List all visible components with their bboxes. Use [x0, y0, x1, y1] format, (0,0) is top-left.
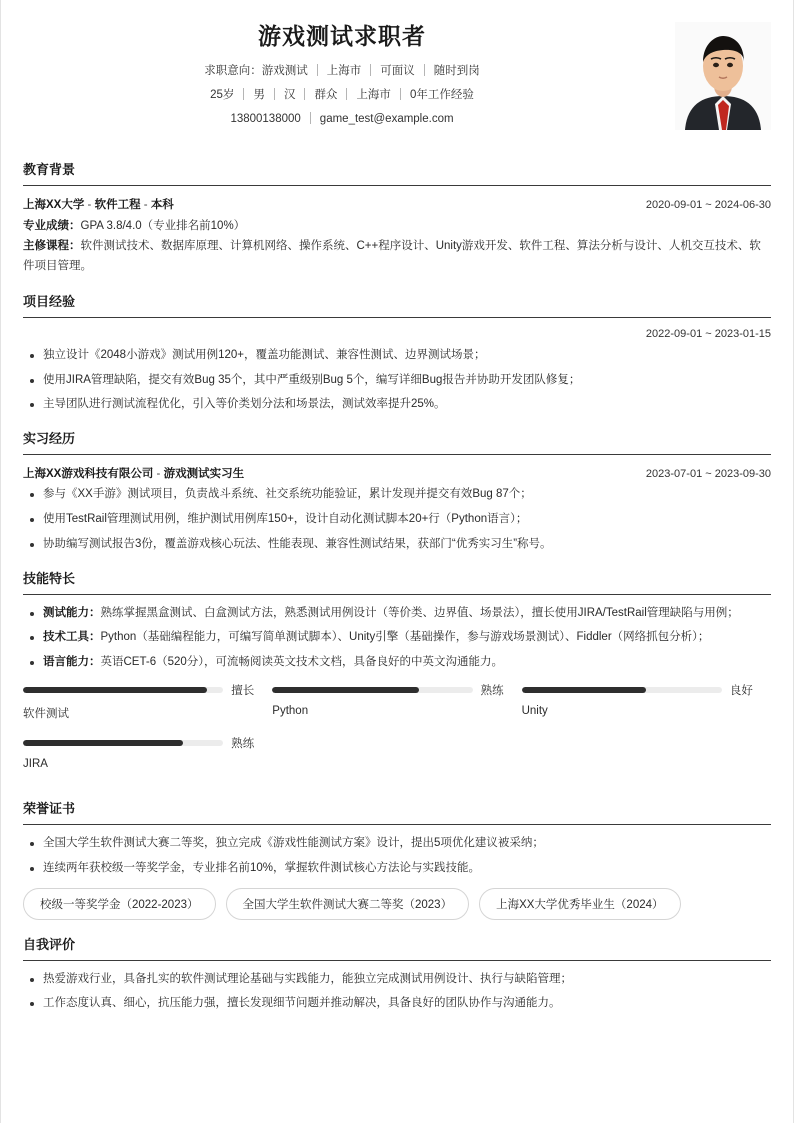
education-courses	[23, 237, 771, 277]
avatar	[675, 22, 771, 130]
section-title-project: 项目经验	[23, 293, 76, 309]
list-item: 参与《XX手游》测试项目，负责战斗系统、社交系统功能验证，累计发现并提交有效Bug 87个；	[23, 486, 771, 504]
skill-level-label: 熟练	[480, 685, 504, 697]
separator-icon	[274, 88, 275, 100]
skill-text: 英语CET-6（520分），可流畅阅读英文技术文档，具备良好的中英文沟通能力。	[100, 656, 504, 669]
skill-bar-grid	[23, 682, 771, 784]
separator-icon	[424, 64, 425, 76]
skill-bar-item	[23, 682, 272, 721]
list-item: 协助编写测试报告3份，覆盖游戏核心玩法、性能表现、兼容性测试结果，获部门“优秀实习生”称号。	[23, 536, 771, 554]
skill-progress-fill	[522, 687, 646, 693]
job-intent-label: 求职意向：	[204, 65, 262, 77]
skill-progress-fill	[272, 687, 418, 693]
major-name: 软件工程	[94, 199, 141, 212]
project-entry-head	[23, 328, 771, 342]
section-honors	[23, 798, 771, 920]
skill-name-label: Unity	[521, 705, 548, 717]
section-rule	[23, 824, 771, 825]
section-rule	[23, 594, 771, 595]
list-item: 全国大学生软件测试大赛二等奖，独立完成《游戏性能测试方案》设计，提出5项优化建议被采纳；	[23, 835, 771, 853]
separator-icon	[317, 64, 318, 76]
portrait-photo-icon	[675, 22, 771, 130]
education-gpa	[23, 217, 771, 237]
skill-bar-item	[272, 682, 521, 721]
self-evaluation-bullet-list	[23, 971, 771, 1014]
phone-number: 13800138000	[230, 112, 301, 125]
section-rule	[23, 317, 771, 318]
internship-entry-title: 上海XX游戏科技有限公司 - 游戏测试实习生	[23, 468, 245, 481]
skill-bar-item	[23, 735, 272, 770]
list-item	[23, 654, 771, 672]
job-intent-3: 随时到岗	[433, 65, 480, 77]
list-item: 使用TestRail管理测试用例，维护测试用例库150+，设计自动化测试脚本20+行（Python语言）；	[23, 511, 771, 529]
education-date: 2020-09-01 ~ 2024-06-30	[645, 199, 771, 212]
courses-value: 软件测试技术、数据库原理、计算机网络、操作系统、C++程序设计、Unity游戏开发、软件工程、算法分析与设计、人机交互技术、软件项目管理。	[23, 240, 761, 272]
section-self-evaluation	[23, 934, 771, 1014]
section-title-skills: 技能特长	[23, 570, 76, 586]
courses-label: 主修课程：	[23, 240, 81, 253]
status-badge: 全国大学生软件测试大赛二等奖（2023）	[226, 888, 470, 920]
job-intent-line	[23, 64, 771, 79]
honors-bullet-list	[23, 835, 771, 878]
personal-info-line	[23, 88, 771, 103]
personal-4: 上海市	[356, 88, 391, 101]
section-project	[23, 291, 771, 414]
skill-name-label: JIRA	[23, 758, 48, 770]
skill-progress-track	[23, 740, 223, 746]
list-item: 热爱游戏行业，具备扎实的软件测试理论基础与实践能力，能独立完成测试用例设计、执行与缺陷管理；	[23, 971, 771, 989]
education-entry-title: 上海XX大学 - 软件工程 - 本科	[23, 199, 174, 212]
project-date: 2022-09-01 ~ 2023-01-15	[645, 327, 771, 340]
separator-icon	[370, 64, 371, 76]
section-education	[23, 159, 771, 276]
email-address: game_test@example.com	[319, 112, 454, 125]
skill-progress-fill	[23, 740, 183, 746]
school-name: 上海XX大学	[23, 199, 85, 212]
list-item: 工作态度认真、细心，抗压能力强，擅长发现细节问题并推动解决，具备良好的团队协作与沟通能力。	[23, 995, 771, 1013]
section-rule	[23, 185, 771, 186]
list-item: 独立设计《2048小游戏》测试用例120+，覆盖功能测试、兼容性测试、边界测试场景；	[23, 347, 771, 365]
list-item: 主导团队进行测试流程优化，引入等价类划分法和场景法，测试效率提升25%。	[23, 396, 771, 414]
skill-level-label: 良好	[729, 685, 753, 697]
separator-icon	[310, 112, 311, 124]
resume-header	[23, 0, 771, 145]
internship-bullet-list	[23, 486, 771, 553]
list-item: 使用JIRA管理缺陷，提交有效Bug 35个，其中严重级别Bug 5个，编写详细Bug报告并协助开发团队修复；	[23, 372, 771, 390]
internship-entry-head	[23, 465, 771, 481]
project-bullet-list	[23, 347, 771, 414]
gpa-value: GPA 3.8/4.0（专业排名前10%）	[80, 220, 246, 233]
list-item	[23, 629, 771, 647]
skill-level-label: 擅长	[231, 685, 255, 697]
education-entry-head	[23, 196, 771, 212]
job-intent-1: 上海市	[326, 65, 362, 77]
status-badge: 上海XX大学优秀毕业生（2024）	[479, 888, 680, 920]
skill-label: 测试能力：	[43, 606, 101, 619]
section-rule	[23, 454, 771, 455]
personal-5: 0年工作经验	[409, 88, 474, 101]
list-item	[23, 605, 771, 623]
skill-name-label: 软件测试	[23, 708, 69, 720]
status-badge: 校级一等奖学金（2022-2023）	[23, 888, 216, 920]
personal-3: 群众	[314, 88, 338, 101]
skill-label: 语言能力：	[43, 656, 101, 669]
skill-name-label: Python	[272, 705, 309, 717]
separator-icon	[346, 88, 347, 100]
skill-progress-track	[522, 687, 722, 693]
separator-icon	[304, 88, 305, 100]
section-title-internship: 实习经历	[23, 431, 76, 447]
contact-line	[23, 112, 771, 127]
skill-progress-track	[23, 687, 223, 693]
separator-icon	[400, 88, 401, 100]
list-item: 连续两年获校级一等奖学金，专业排名前10%，掌握软件测试核心方法论与实践技能。	[23, 860, 771, 878]
skill-progress-track	[272, 687, 472, 693]
job-intent-2: 可面议	[380, 65, 415, 77]
role-name: 游戏测试实习生	[163, 468, 245, 481]
skill-label: 技术工具：	[43, 631, 101, 644]
section-title-honors: 荣誉证书	[23, 801, 76, 816]
skill-level-label: 熟练	[231, 738, 255, 750]
gpa-label: 专业成绩：	[23, 220, 81, 233]
section-rule	[23, 960, 771, 961]
degree-name: 本科	[150, 199, 174, 212]
personal-2: 汉	[283, 88, 296, 101]
section-title-education: 教育背景	[23, 162, 76, 178]
skill-text: Python（基础编程能力，可编写简单测试脚本）、Unity引擎（基础操作，参与游戏场景测试）、Fiddler（网络抓包分析）；	[100, 631, 710, 644]
skills-bullet-list	[23, 605, 771, 672]
internship-date: 2023-07-01 ~ 2023-09-30	[645, 468, 771, 481]
page-title: 游戏测试求职者	[258, 23, 426, 49]
section-internship	[23, 428, 771, 553]
job-intent-0: 游戏测试	[261, 65, 308, 77]
company-name: 上海XX游戏科技有限公司	[23, 468, 154, 481]
skill-text: 熟练掌握黑盒测试、白盒测试方法，熟悉测试用例设计（等价类、边界值、场景法），擅长使用JIRA/TestRail管理缺陷与用例；	[100, 606, 739, 619]
skill-bar-item	[522, 682, 771, 721]
section-title-self-evaluation: 自我评价	[23, 936, 76, 952]
separator-icon	[243, 88, 244, 100]
section-skills	[23, 568, 771, 784]
skill-progress-fill	[23, 687, 207, 693]
honor-tag-list	[23, 888, 771, 920]
personal-0: 25岁	[210, 88, 235, 101]
personal-1: 男	[253, 88, 265, 101]
